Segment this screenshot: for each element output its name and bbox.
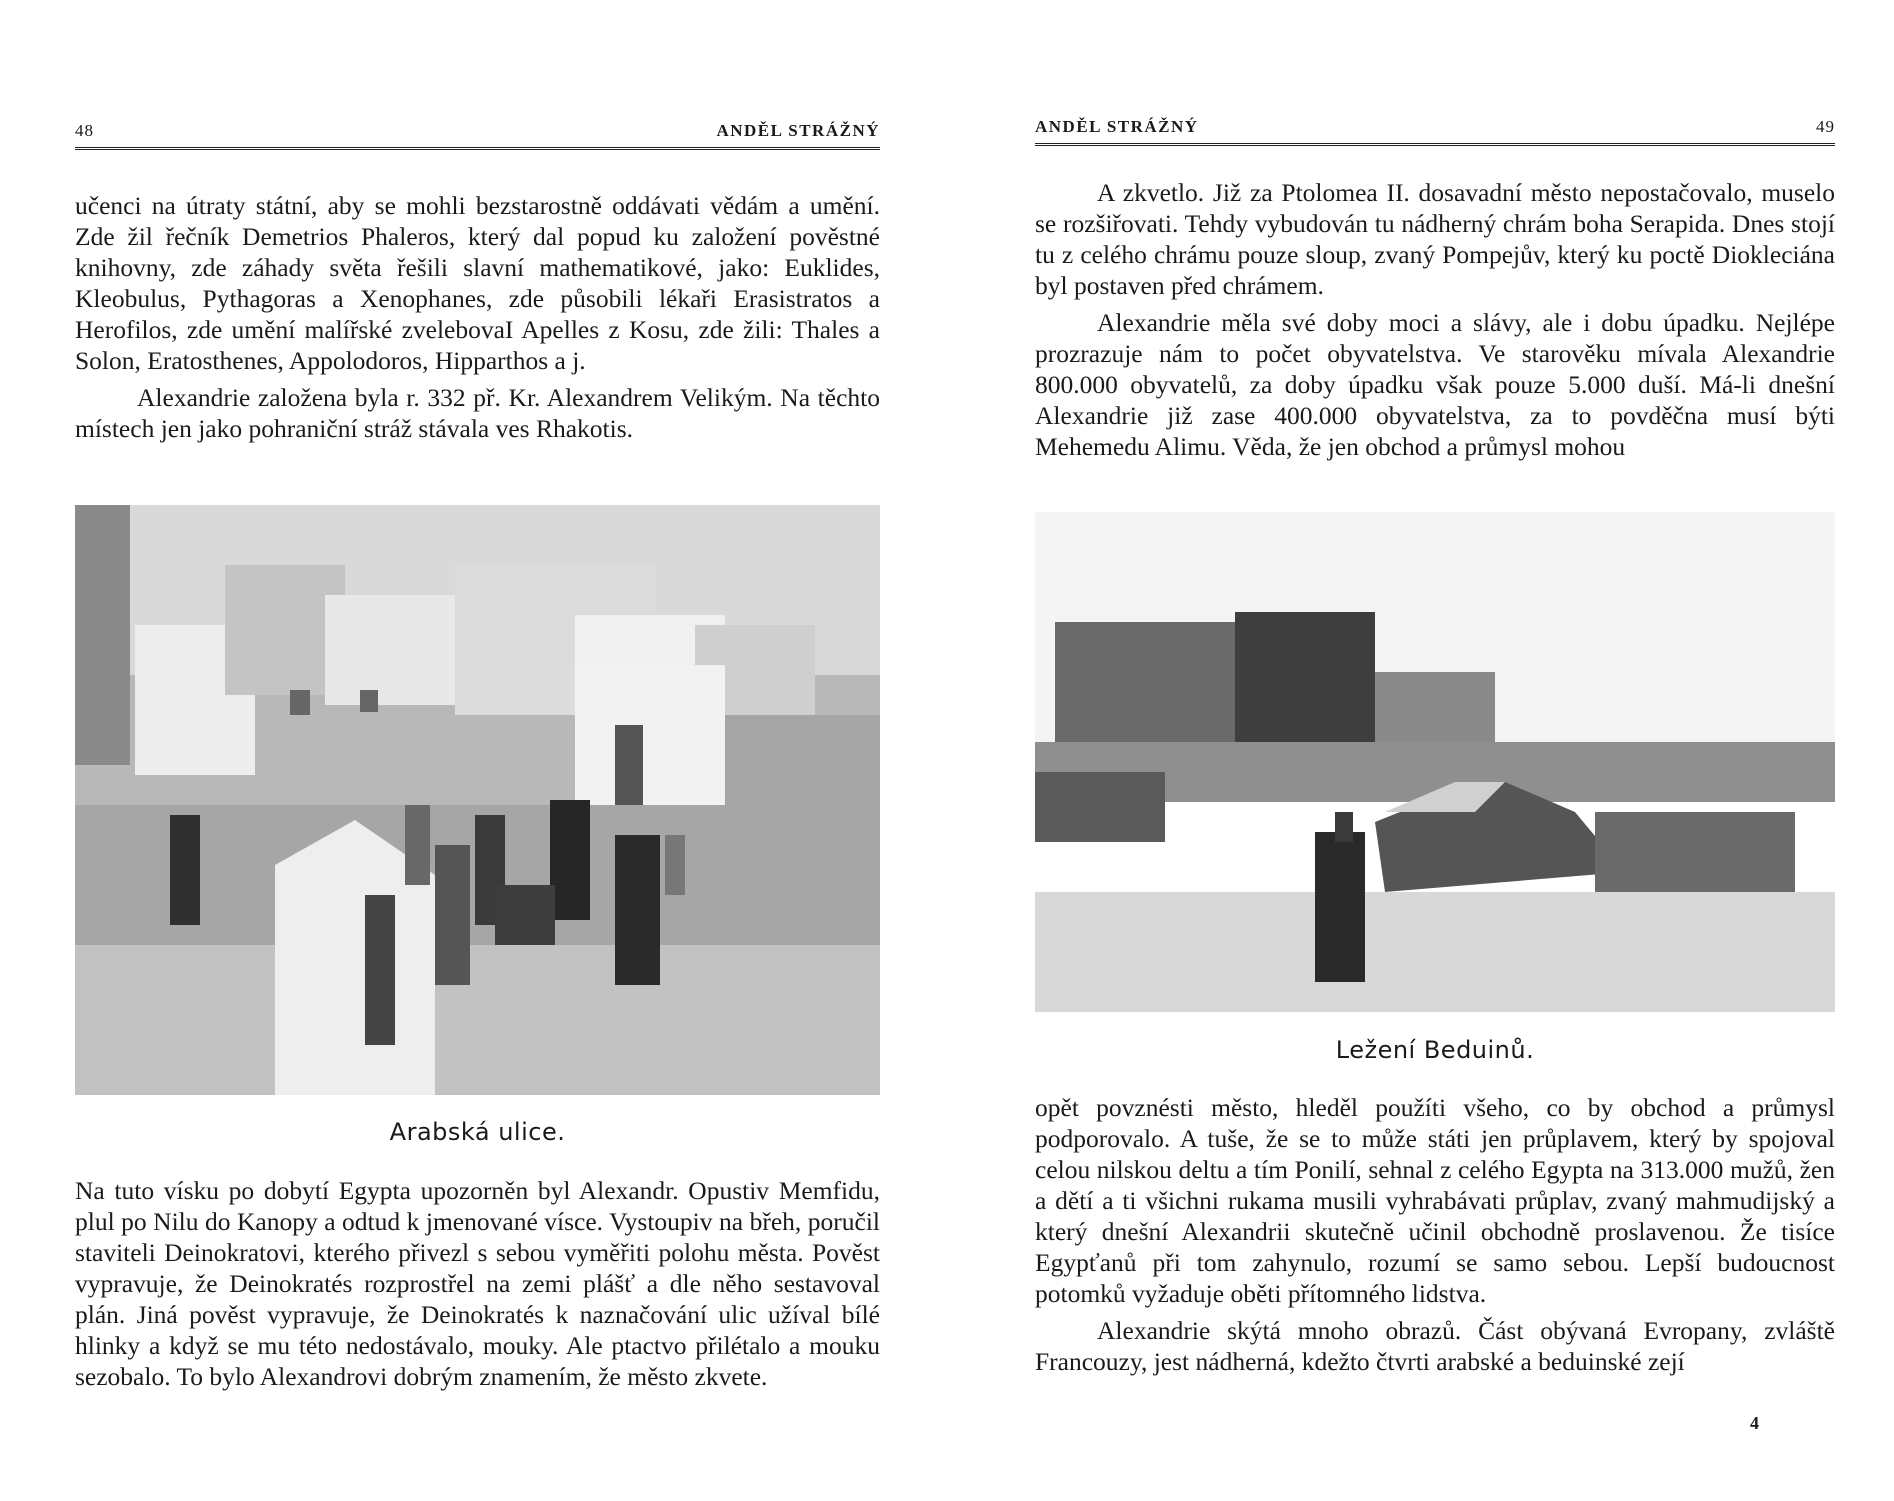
left-bottom-text: [75, 1175, 880, 1392]
page-number: 49: [1816, 117, 1835, 136]
figure-caption: Arabská ulice.: [389, 1118, 566, 1146]
right-top-text: [1035, 177, 1835, 462]
bedouin-camp-illustration: [1035, 512, 1835, 1012]
running-head: ANDĚL STRÁŽNÝ: [1035, 117, 1199, 136]
paragraph: Alexandrie založena byla r. 332 př. Kr. Alexandrem Velikým. Na těchto místech jen jako pohraniční stráž stávala ves Rhakotis.: [75, 383, 880, 443]
paragraph: Alexandrie měla své doby moci a slávy, ale i dobu úpadku. Nejlépe prozrazuje nám to počet obyvatelstva. Ve starověku mívala Alexandrie 800.000 obyvatelů, za doby úpadku však pouze 5.000 duší. Má-li dnešní Alexandrie již zase 400.000 obyvatelstva, za to povděčna musí býti Mehemedu Alimu. Věda, že jen obchod a průmysl mohou: [1035, 308, 1835, 461]
arab-street-photo: [75, 505, 880, 1095]
page-number: 48: [75, 121, 94, 140]
running-head: ANDĚL STRÁŽNÝ: [716, 121, 880, 140]
paragraph: učenci na útraty státní, aby se mohli bezstarostně oddávati vědám a umění. Zde žil řečník Demetrios Phaleros, který dal popud ku založení pověstné knihovny, zde záhady světa řešili slavní mathematikové, jako: Euklides, Kleobulus, Pythagoras a Xenophanes, zde působili lékaři Erasistratos a Herofilos, zde umění malířské zvelebovaI Apelles z Kosu, zde žili: Thales a Solon, Eratosthenes, Appolodoros, Hipparthos a j.: [75, 191, 880, 375]
paragraph: A zkvetlo. Již za Ptolomea II. dosavadní město nepostačovalo, muselo se rozšiřovati. Tehdy vybudován tu nádherný chrám boha Serapida. Dnes stojí tu z celého chrámu pouze sloup, zvaný Pompejův, který ku poctě Diokleciána byl postaven před chrámem.: [1035, 178, 1835, 300]
figure-caption: Ležení Beduinů.: [1335, 1036, 1535, 1064]
right-bottom-text: [1035, 1092, 1835, 1377]
bedouin-camp-photo: [1035, 512, 1835, 1012]
right-page-header: [1035, 113, 1835, 146]
arab-street-illustration: [75, 505, 880, 1095]
paragraph: Alexandrie skýtá mnoho obrazů. Část obývaná Evropany, zvláště Francouzy, jest nádherná, kdežto čtvrti arabské a beduinské zejí: [1035, 1316, 1835, 1376]
paragraph: opět povznésti město, hleděl použíti všeho, co by obchod a průmysl podporovalo. A tuše, že se to může státi jen průplavem, který by spojoval celou nilskou deltu a tím Ponilí, sehnal z celého Egypta na 313.000 mužů, žen a dětí a ti všichni rukama musili vyhrabávati průplav, zvaný mahmudijský a který dnešní Alexandrii skutečně učinil obchodně proslavenou. Že tisíce Egypťanů při tom zahynulo, rozumí se samo sebou. Lepší budoucnost potomků vyžaduje oběti přítomného lidstva.: [1035, 1093, 1835, 1308]
signature-mark: 4: [1750, 1413, 1759, 1433]
paragraph: Na tuto vísku po dobytí Egypta upozorněn byl Alexandr. Opustiv Memfidu, plul po Nilu do Kanopy a odtud k jmenované vísce. Vystoupiv na břeh, poručil staviteli Deinokratovi, kterého přivezl s sebou vyměřiti polohu města. Pověst vypravuje, že Deinokratés rozprostřel na zemi plášť a dle něho sestavoval plán. Jiná pověst vypravuje, že Deinokratés k naznačování ulic užíval bílé hlinky a když se mu této nedostávalo, mouky. Ale ptactvo přilétalo a mouku sezobalo. To bylo Alexandrovi dobrým znamením, že město zkvete.: [75, 1176, 880, 1391]
left-page-header: [75, 117, 880, 150]
left-top-text: [75, 190, 880, 444]
right-page: [947, 0, 1894, 1501]
